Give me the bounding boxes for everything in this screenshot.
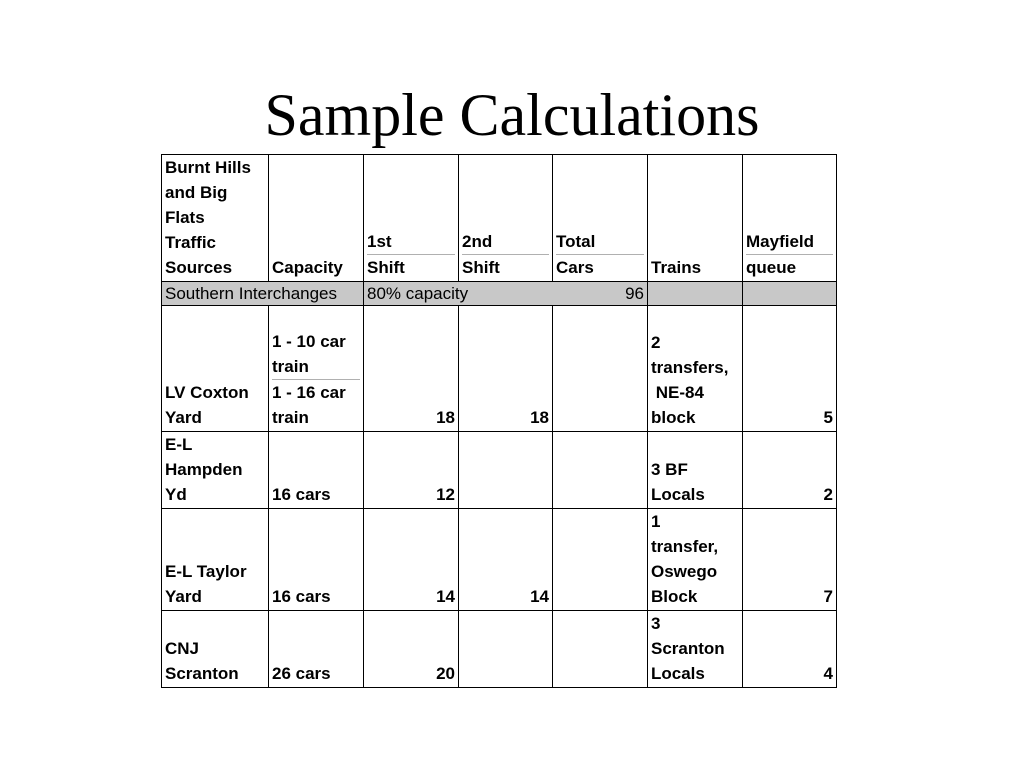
row-trains-line: Locals bbox=[651, 485, 705, 504]
row-capacity-line: 1 - 16 car bbox=[272, 379, 360, 405]
header-source-line: Burnt Hills bbox=[165, 158, 251, 177]
header-source-line: Flats bbox=[165, 208, 205, 227]
header-trains-label: Trains bbox=[651, 258, 702, 277]
row-shift1: 20 bbox=[364, 611, 459, 688]
header-source-line: Traffic bbox=[165, 233, 217, 252]
row-trains-line: NE-84 bbox=[651, 383, 704, 402]
header-source-line: and Big bbox=[165, 183, 228, 202]
row-shift2: 14 bbox=[459, 509, 553, 611]
header-mayfield bbox=[743, 155, 837, 282]
row-capacity-line: 16 cars bbox=[272, 485, 331, 504]
row-queue: 2 bbox=[743, 432, 837, 509]
row-source-line: Yard bbox=[165, 408, 202, 427]
header-total bbox=[553, 155, 648, 282]
row-trains-line: block bbox=[651, 408, 696, 427]
row-trains bbox=[648, 509, 743, 611]
band-empty-cell bbox=[648, 282, 743, 306]
row-source-line: E-L bbox=[165, 435, 193, 454]
header-shift2-line: Shift bbox=[462, 254, 549, 280]
header-capacity bbox=[269, 155, 364, 282]
header-shift1-line: 1st bbox=[367, 232, 392, 251]
header-shift1-line: Shift bbox=[367, 254, 455, 280]
row-trains bbox=[648, 306, 743, 432]
row-total bbox=[553, 306, 648, 432]
header-trains bbox=[648, 155, 743, 282]
row-trains-line: 3 bbox=[651, 614, 661, 633]
table-row bbox=[162, 432, 837, 509]
band-empty-cell bbox=[743, 282, 837, 306]
row-trains-line: Scranton bbox=[651, 639, 725, 658]
row-source-line: LV Coxton bbox=[165, 383, 249, 402]
row-capacity-line: train bbox=[272, 408, 309, 427]
table-row bbox=[162, 306, 837, 432]
header-shift2 bbox=[459, 155, 553, 282]
row-source bbox=[162, 509, 269, 611]
row-source-line: E-L Taylor bbox=[165, 562, 247, 581]
row-trains-line: 1 bbox=[651, 512, 661, 531]
row-source-line: CNJ bbox=[165, 639, 200, 658]
header-total-line: Total bbox=[556, 232, 596, 251]
header-mayfield-line: Mayfield bbox=[746, 232, 815, 251]
row-source-line: Yard bbox=[165, 587, 202, 606]
band-capacity-note: 80% capacity bbox=[364, 282, 553, 306]
header-shift2-line: 2nd bbox=[462, 232, 493, 251]
row-total bbox=[553, 432, 648, 509]
row-trains bbox=[648, 611, 743, 688]
row-capacity-line: 16 cars bbox=[272, 587, 331, 606]
row-capacity-line: 1 - 10 car bbox=[272, 332, 346, 351]
row-source bbox=[162, 611, 269, 688]
table-row bbox=[162, 509, 837, 611]
row-trains bbox=[648, 432, 743, 509]
row-shift1: 12 bbox=[364, 432, 459, 509]
row-trains-line: Oswego bbox=[651, 562, 718, 581]
row-queue: 5 bbox=[743, 306, 837, 432]
header-total-line: Cars bbox=[556, 254, 644, 280]
row-capacity bbox=[269, 432, 364, 509]
row-capacity-line: train bbox=[272, 357, 309, 376]
row-shift2 bbox=[459, 432, 553, 509]
row-shift2 bbox=[459, 611, 553, 688]
traffic-sources-table bbox=[161, 154, 837, 688]
row-capacity bbox=[269, 306, 364, 432]
header-source-line: Sources bbox=[165, 258, 233, 277]
row-trains-line: transfers, bbox=[651, 358, 729, 377]
row-capacity bbox=[269, 509, 364, 611]
row-capacity bbox=[269, 611, 364, 688]
row-trains-line: 2 bbox=[651, 333, 661, 352]
row-shift1: 14 bbox=[364, 509, 459, 611]
header-capacity-label: Capacity bbox=[272, 258, 343, 277]
row-queue: 7 bbox=[743, 509, 837, 611]
row-source-line: Scranton bbox=[165, 664, 239, 683]
row-source bbox=[162, 306, 269, 432]
row-queue: 4 bbox=[743, 611, 837, 688]
row-shift1: 18 bbox=[364, 306, 459, 432]
header-source bbox=[162, 155, 269, 282]
header-mayfield-line: queue bbox=[746, 254, 833, 280]
band-label: Southern Interchanges bbox=[162, 282, 364, 306]
band-total: 96 bbox=[553, 282, 648, 306]
row-trains-line: Locals bbox=[651, 664, 705, 683]
row-trains-line: Block bbox=[651, 587, 698, 606]
header-shift1 bbox=[364, 155, 459, 282]
slide-title: Sample Calculations bbox=[264, 82, 760, 148]
table-row bbox=[162, 611, 837, 688]
header-row bbox=[162, 155, 837, 282]
row-source bbox=[162, 432, 269, 509]
row-total bbox=[553, 611, 648, 688]
row-trains-line: 3 BF bbox=[651, 460, 688, 479]
row-source-line: Hampden bbox=[165, 460, 243, 479]
row-trains-line: transfer, bbox=[651, 537, 719, 556]
southern-interchanges-row bbox=[162, 282, 837, 306]
row-source-line: Yd bbox=[165, 485, 187, 504]
row-shift2: 18 bbox=[459, 306, 553, 432]
row-capacity-line: 26 cars bbox=[272, 664, 331, 683]
row-total bbox=[553, 509, 648, 611]
